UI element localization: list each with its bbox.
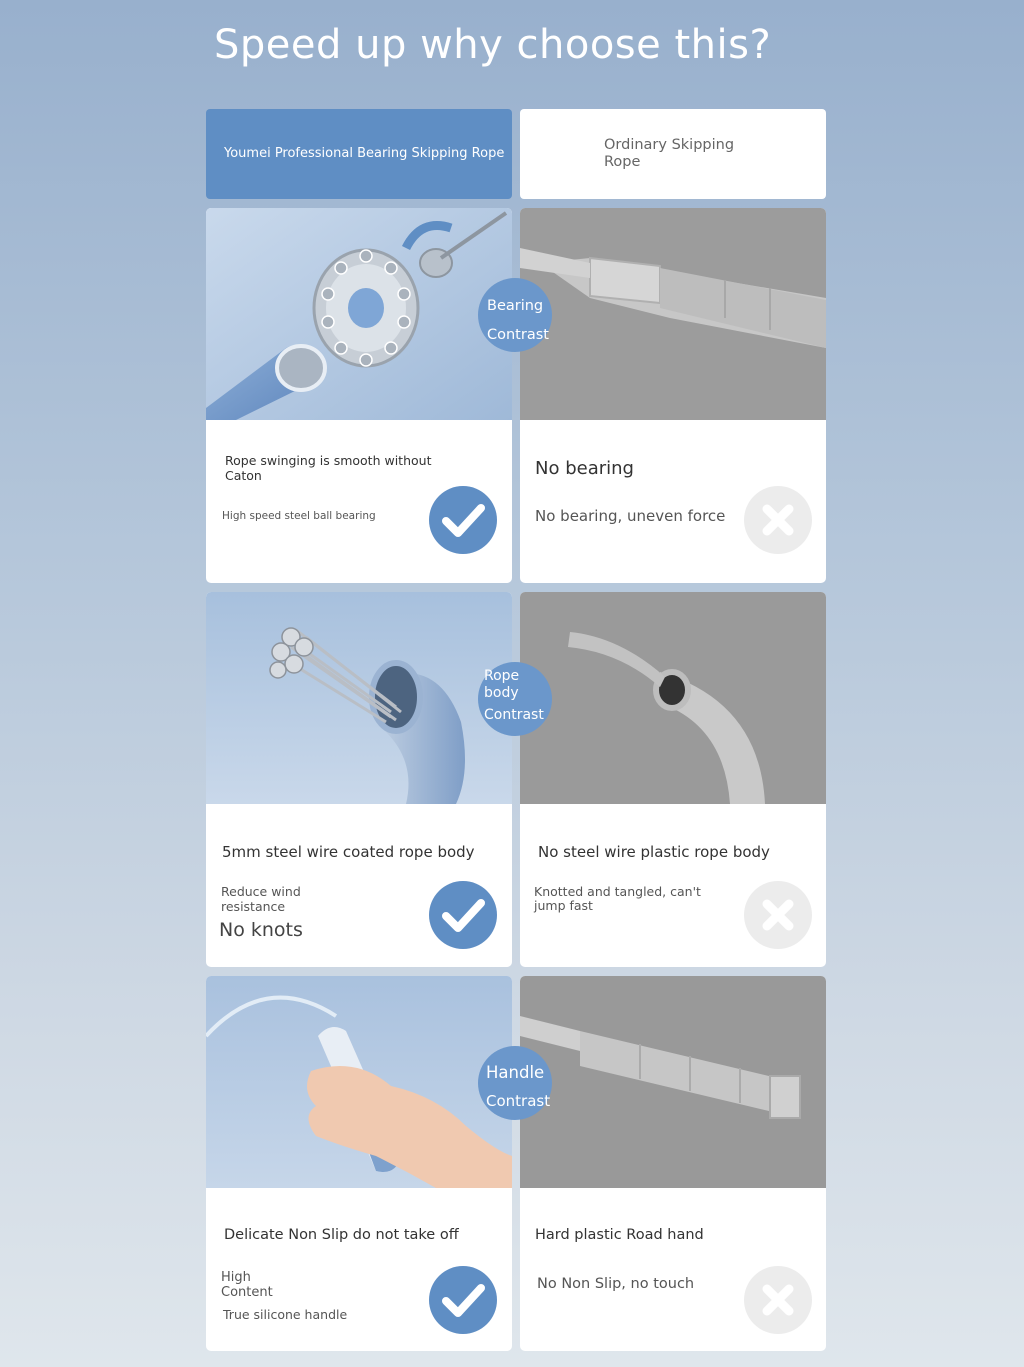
cross-icon — [744, 1266, 812, 1334]
handle-contrast-badge — [478, 1046, 552, 1120]
cross-icon — [744, 881, 812, 949]
compare-detail: No Non Slip, no touch — [537, 1276, 695, 1292]
compare-heading: Hard plastic Road hand — [535, 1227, 704, 1243]
header-youmei-label: Youmei Professional Bearing Skipping Rope — [224, 146, 505, 161]
plastic-rope-image — [520, 592, 826, 804]
header-ordinary — [520, 109, 826, 199]
compare-detail: Knotted and tangled, can't jump fast — [534, 884, 701, 913]
feature-extra: True silicone handle — [223, 1307, 348, 1322]
check-icon — [429, 1266, 497, 1334]
badge-line: Contrast — [487, 327, 549, 343]
steel-wire-rope-image — [206, 592, 512, 804]
card-bearing-ordinary — [520, 208, 826, 583]
check-icon — [429, 486, 497, 554]
feature-detail: High Content — [221, 1270, 273, 1300]
silicone-handle-image — [206, 976, 512, 1188]
badge-line: body — [484, 685, 519, 701]
compare-heading: No bearing — [535, 458, 634, 479]
feature-heading: Delicate Non Slip do not take off — [224, 1227, 459, 1243]
cross-icon — [744, 486, 812, 554]
rope-body-contrast-badge — [478, 662, 552, 736]
feature-detail: High speed steel ball bearing — [222, 510, 376, 522]
feature-heading: Rope swinging is smooth without Caton — [225, 453, 432, 483]
card-rope-youmei — [206, 592, 512, 967]
badge-line: Rope — [484, 668, 520, 684]
feature-detail: Reduce wind resistance — [221, 884, 301, 914]
feature-heading: 5mm steel wire coated rope body — [222, 843, 475, 861]
badge-line: Contrast — [484, 707, 544, 723]
card-handle-ordinary — [520, 976, 826, 1351]
compare-heading: No steel wire plastic rope body — [538, 843, 770, 861]
card-rope-ordinary — [520, 592, 826, 967]
feature-extra: No knots — [219, 919, 303, 941]
header-ordinary-label: Ordinary Skipping Rope — [604, 137, 735, 170]
check-icon — [429, 881, 497, 949]
bearing-product-image — [206, 208, 512, 420]
card-bearing-youmei — [206, 208, 512, 583]
compare-detail: No bearing, uneven force — [535, 507, 726, 525]
bearing-contrast-badge — [478, 278, 552, 352]
header-youmei — [206, 109, 512, 199]
badge-line: Handle — [486, 1063, 545, 1082]
badge-line: Bearing — [487, 298, 544, 314]
card-handle-youmei — [206, 976, 512, 1351]
page-title: Speed up why choose this? — [214, 22, 772, 68]
plastic-handle-image — [520, 976, 826, 1188]
no-bearing-image — [520, 208, 826, 420]
badge-line: Contrast — [486, 1092, 551, 1110]
